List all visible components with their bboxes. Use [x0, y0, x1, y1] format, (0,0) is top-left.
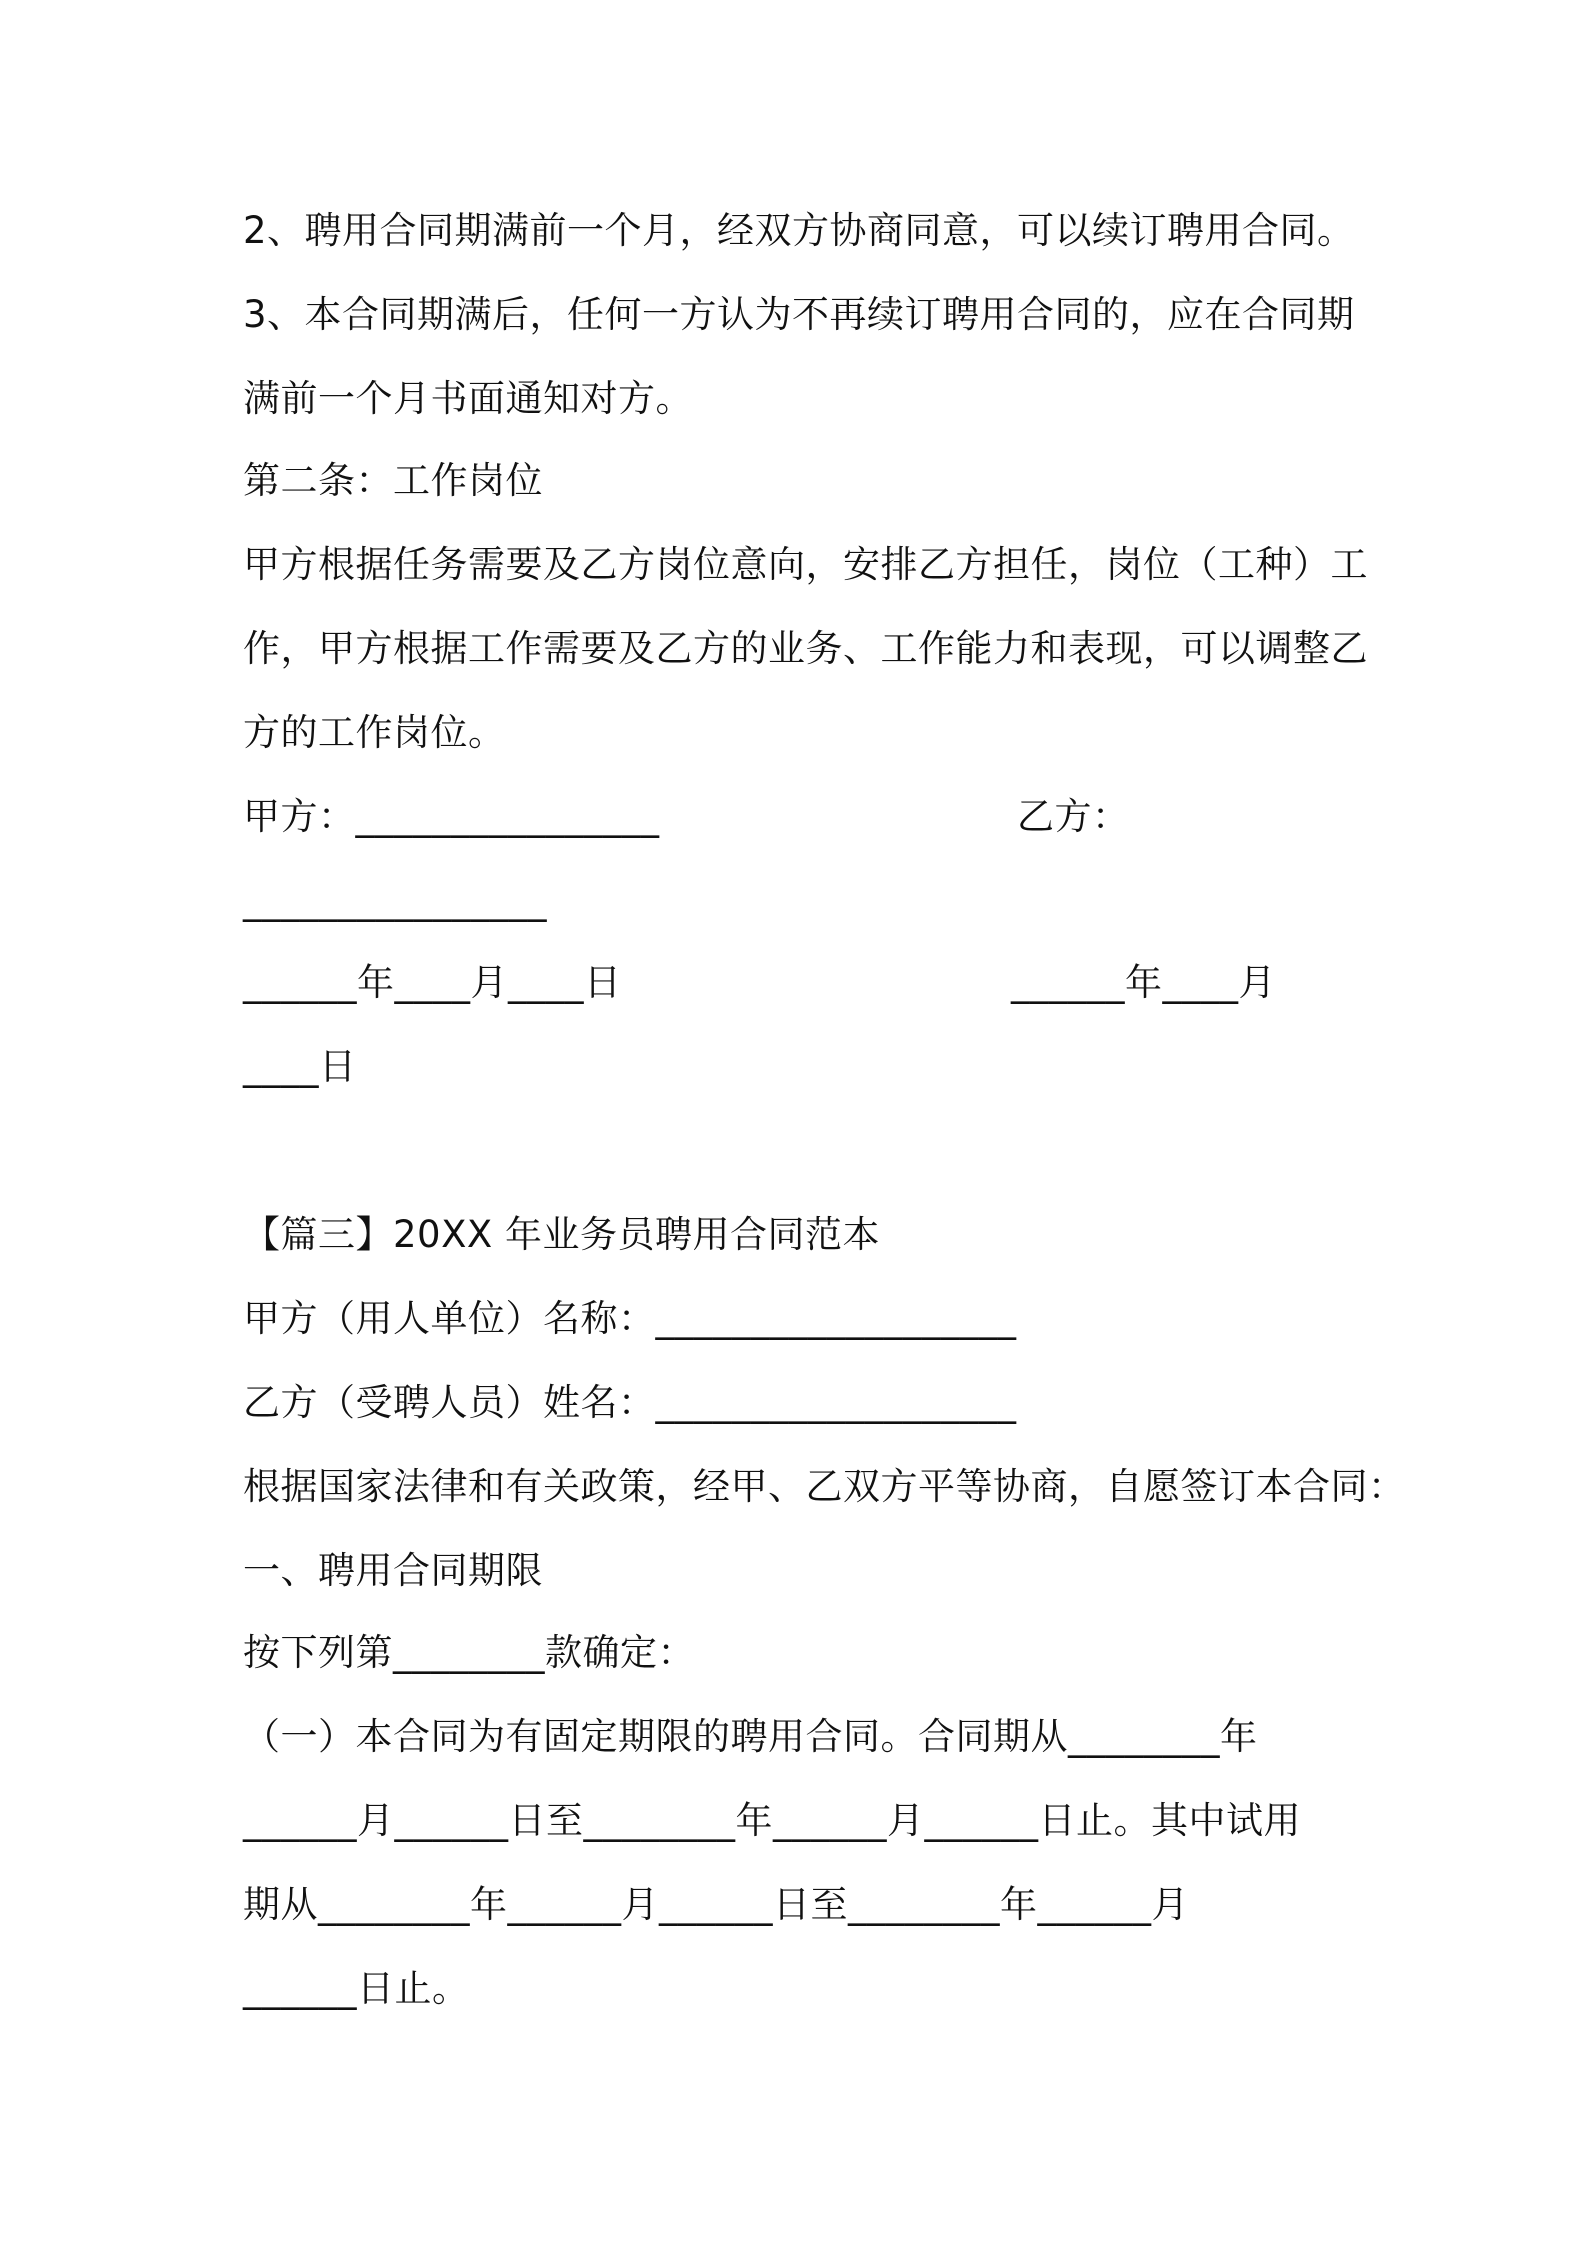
- position-paragraph-line-2: 作，甲方根据工作需要及乙方的业务、工作能力和表现，可以调整乙: [243, 627, 1368, 670]
- fixed-term-line-2: ______月______日至________年______月______日止。其中试用: [243, 1799, 1301, 1842]
- employee-name-line: 乙方（受聘人员）姓名：___________________: [243, 1381, 1017, 1424]
- position-paragraph-line-3: 方的工作岗位。: [243, 711, 506, 754]
- party-b-signature-label: 乙方：: [1017, 795, 1130, 838]
- party-b-date-line: ______年____月: [1011, 961, 1276, 1004]
- party-b-date-day: ____日: [243, 1045, 357, 1088]
- contract-term-heading: 一、聘用合同期限: [243, 1549, 543, 1592]
- clause-notice-text: 3、本合同期满后，任何一方认为不再续订聘用合同的，应在合同期: [243, 293, 1355, 336]
- party-b-signature-blank: ________________: [243, 879, 547, 922]
- party-a-date-line: ______年____月____日: [243, 961, 622, 1004]
- term-selection-line: 按下列第________款确定：: [243, 1631, 695, 1674]
- article-two-heading: 第二条：工作岗位: [243, 459, 543, 502]
- clause-renewal-text: 2、聘用合同期满前一个月，经双方协商同意，可以续订聘用合同。: [243, 209, 1355, 252]
- section-three-heading: 【篇三】20XX 年业务员聘用合同范本: [243, 1213, 881, 1256]
- fixed-term-line-1: （一）本合同为有固定期限的聘用合同。合同期从________年: [243, 1715, 1258, 1758]
- position-paragraph-line-1: 甲方根据任务需要及乙方岗位意向，安排乙方担任，岗位（工种）工: [243, 543, 1368, 586]
- clause-notice-text-cont: 满前一个月书面通知对方。: [243, 377, 693, 420]
- employer-name-line: 甲方（用人单位）名称：___________________: [243, 1297, 1017, 1340]
- fixed-term-line-4: ______日止。: [243, 1967, 470, 2010]
- fixed-term-line-3: 期从________年______月______日至________年______月: [243, 1883, 1189, 1926]
- agreement-preamble: 根据国家法律和有关政策，经甲、乙双方平等协商，自愿签订本合同：: [243, 1465, 1406, 1508]
- party-a-signature-line: 甲方：________________: [243, 795, 660, 838]
